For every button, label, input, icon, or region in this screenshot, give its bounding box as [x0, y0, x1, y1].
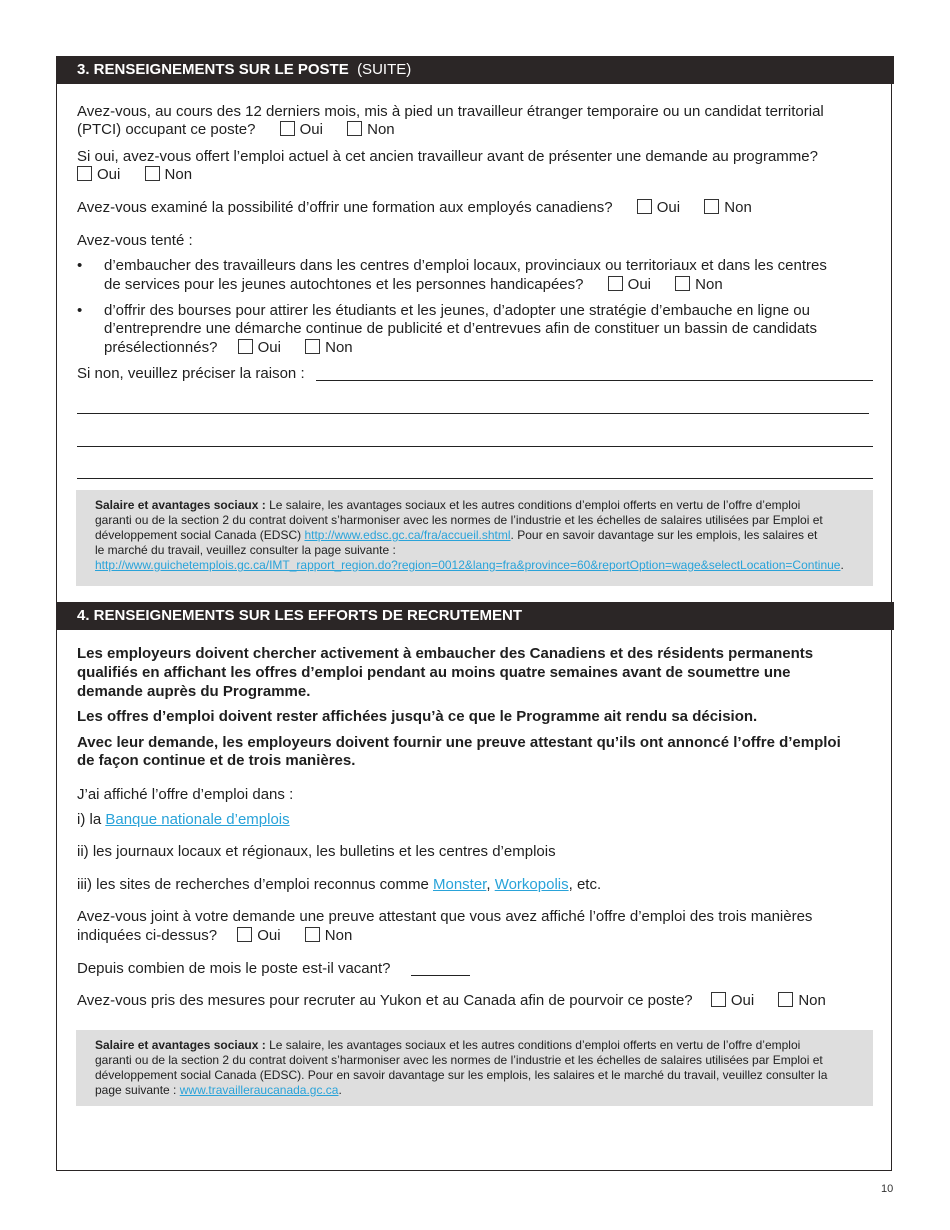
- b2-yes-option[interactable]: [236, 339, 281, 358]
- b2-no-option[interactable]: [303, 339, 353, 358]
- section-3-suffix: (SUITE): [357, 61, 412, 78]
- q3-no-checkbox[interactable]: [704, 199, 719, 214]
- reason-input-line-2[interactable]: [77, 413, 869, 414]
- q3-row: [77, 199, 752, 218]
- b2-text-line2: d’entreprendre une démarche continue de publicité et d’entrevues afin de constituer un bassin de candidats: [104, 320, 817, 337]
- b2-text-line1: d’offrir des bourses pour attirer les étudiants et les jeunes, d’adopter une stratégie d’embauche en ligne ou: [104, 302, 810, 319]
- q3-yes-option[interactable]: [635, 199, 680, 218]
- salary-note-2: [76, 1030, 873, 1106]
- note-2-line4-pre: page suivante :: [95, 1083, 180, 1097]
- note-2-link-post: .: [338, 1083, 342, 1097]
- section-3-header: [56, 56, 894, 84]
- q7-no-label: Non: [798, 992, 826, 1009]
- banque-emplois-link[interactable]: Banque nationale d’emplois: [105, 811, 290, 828]
- note-1-line3-post: . Pour en savoir davantage sur les emplois, les salaires et: [510, 528, 818, 542]
- q5-text-line2: indiquées ci-dessus?: [77, 927, 218, 944]
- section-3-title: 3. RENSEIGNEMENTS SUR LE POSTE: [77, 61, 349, 78]
- months-vacant-input-line[interactable]: [411, 975, 470, 976]
- item-i: [77, 811, 290, 830]
- monster-link[interactable]: Monster: [432, 876, 487, 893]
- q2-text: Si oui, avez-vous offert l’emploi actuel à cet ancien travailleur avant de présenter une demande au programme?: [77, 148, 818, 165]
- item-iii: [77, 876, 601, 895]
- b1-yes-checkbox[interactable]: [608, 276, 623, 291]
- reason-input-line-4[interactable]: [77, 478, 873, 479]
- q7-no-checkbox[interactable]: [778, 992, 793, 1007]
- q1-no-option[interactable]: [345, 121, 395, 140]
- q7-row: [77, 992, 826, 1011]
- q1-row: [77, 121, 395, 140]
- q3-no-option[interactable]: [702, 199, 752, 218]
- b1-row: [104, 276, 723, 295]
- b2-yes-label: Oui: [257, 339, 281, 356]
- note-1-link2-post: .: [840, 558, 844, 572]
- b1-yes-option[interactable]: [606, 276, 651, 295]
- note-2-line3: développement social Canada (EDSC). Pour en savoir davantage sur les emplois, les salaires et le marché du travail, veuillez consulter la: [95, 1068, 828, 1082]
- q5-no-label: Non: [324, 927, 353, 944]
- b1-no-checkbox[interactable]: [675, 276, 690, 291]
- q2-yes-label: Oui: [97, 166, 121, 183]
- note-2-line2: garanti ou de la section 2 du contrat doivent s’harmoniser avec les normes de l’industrie et les échelles de salaires utilisées par Emploi et: [95, 1053, 823, 1067]
- posted-label: J’ai affiché l’offre d’emploi dans :: [77, 786, 294, 803]
- b1-no-option[interactable]: [673, 276, 723, 295]
- page-number: 10: [881, 1183, 894, 1195]
- item-i-text: i) la: [77, 811, 106, 828]
- q2-no-label: Non: [164, 166, 193, 183]
- b2-no-label: Non: [325, 339, 353, 356]
- reason-input-line-1[interactable]: [316, 380, 873, 381]
- q7-yes-option[interactable]: [709, 992, 754, 1011]
- b1-text-line1: d’embaucher des travailleurs dans les centres d’emploi locaux, provinciaux ou territoriaux et dans les centres: [104, 257, 827, 274]
- bullet-1-mark: •: [77, 257, 83, 274]
- s4-p1-line1: Les employeurs doivent chercher activement à embaucher des Canadiens et des résidents permanents: [77, 645, 814, 662]
- note-1-line3-pre: développement social Canada (EDSC): [95, 528, 305, 542]
- q2-no-option[interactable]: [143, 166, 193, 185]
- q6-text: Depuis combien de mois le poste est-il vacant?: [77, 960, 391, 977]
- note-1-line4: le marché du travail, veuillez consulter la page suivante :: [95, 543, 396, 557]
- q7-yes-checkbox[interactable]: [711, 992, 726, 1007]
- q7-text: Avez-vous pris des mesures pour recruter au Yukon et au Canada afin de pourvoir ce poste?: [77, 992, 693, 1009]
- section-4-title: 4. RENSEIGNEMENTS SUR LES EFFORTS DE RECRUTEMENT: [77, 607, 523, 624]
- b1-yes-label: Oui: [627, 276, 651, 293]
- item-iii-text: iii) les sites de recherches d’emploi reconnus comme: [77, 876, 433, 893]
- edsc-link[interactable]: http://www.edsc.gc.ca/fra/accueil.shtml: [304, 528, 511, 542]
- q5-yes-option[interactable]: [235, 927, 280, 946]
- q2-yes-checkbox[interactable]: [77, 166, 92, 181]
- q5-yes-label: Oui: [257, 927, 281, 944]
- guichetemplois-link[interactable]: http://www.guichetemplois.gc.ca/IMT_rapport_region.do?region=0012&lang=fra&province=60&reportOption=wage&selectLocation=Continue: [95, 558, 841, 572]
- q5-text-line1: Avez-vous joint à votre demande une preuve attestant que vous avez affiché l’offre d’emploi des trois manières: [77, 908, 813, 925]
- q5-row: [77, 927, 352, 946]
- note-2-label: Salaire et avantages sociaux :: [95, 1038, 266, 1052]
- q1-yes-option[interactable]: [278, 121, 323, 140]
- workopolis-link[interactable]: Workopolis: [494, 876, 569, 893]
- q3-yes-checkbox[interactable]: [637, 199, 652, 214]
- q7-no-option[interactable]: [776, 992, 826, 1011]
- q1-no-checkbox[interactable]: [347, 121, 362, 136]
- q1-text-line2: (PTCI) occupant ce poste?: [77, 121, 256, 138]
- reason-input-line-3[interactable]: [77, 446, 873, 447]
- b1-text-line2: de services pour les jeunes autochtones et les personnes handicapées?: [104, 276, 584, 293]
- s4-p2: Les offres d’emploi doivent rester affichées jusqu’à ce que le Programme ait rendu sa décision.: [77, 708, 758, 725]
- q1-yes-checkbox[interactable]: [280, 121, 295, 136]
- q3-no-label: Non: [724, 199, 752, 216]
- b2-no-checkbox[interactable]: [305, 339, 320, 354]
- travailleraucanada-link[interactable]: www.travailleraucanada.gc.ca: [179, 1083, 339, 1097]
- item-ii: ii) les journaux locaux et régionaux, les bulletins et les centres d’emplois: [77, 843, 556, 860]
- q1-text-line1: Avez-vous, au cours des 12 derniers mois, mis à pied un travailleur étranger temporaire ou un candidat territorial: [77, 103, 824, 120]
- bullet-2-mark: •: [77, 302, 83, 319]
- b2-yes-checkbox[interactable]: [238, 339, 253, 354]
- q7-yes-label: Oui: [730, 992, 755, 1009]
- note-1-label: Salaire et avantages sociaux :: [95, 498, 266, 512]
- s4-p3-line1: Avec leur demande, les employeurs doivent fournir une preuve attestant qu’ils ont annoncé l’offre d’emploi: [77, 734, 841, 751]
- q4-text: Avez-vous tenté :: [77, 232, 193, 249]
- reason-label: Si non, veuillez préciser la raison :: [77, 365, 305, 382]
- q5-no-option[interactable]: [303, 927, 353, 946]
- note-1-line2: garanti ou de la section 2 du contrat doivent s’harmoniser avec les normes de l’industrie et les échelles de salaires utilisées par Emploi et: [95, 513, 823, 527]
- item-iii-post: , etc.: [568, 876, 602, 893]
- q3-yes-label: Oui: [656, 199, 681, 216]
- s4-p1-line2: qualifiés en affichant les offres d’emploi pendant au moins quatre semaines avant de soumettre une: [77, 664, 791, 681]
- q2-yes-option[interactable]: [75, 166, 120, 185]
- s4-p1-line3: demande auprès du Programme.: [77, 683, 311, 700]
- q5-yes-checkbox[interactable]: [237, 927, 252, 942]
- q5-no-checkbox[interactable]: [305, 927, 320, 942]
- q2-no-checkbox[interactable]: [145, 166, 160, 181]
- q2-row: [75, 166, 192, 185]
- note-2-line1: Le salaire, les avantages sociaux et les autres conditions d’emploi offerts en vertu de l’offre d’emploi: [265, 1038, 801, 1052]
- b1-no-label: Non: [695, 276, 723, 293]
- salary-note-1: [76, 490, 873, 586]
- q3-text: Avez-vous examiné la possibilité d’offrir une formation aux employés canadiens?: [77, 199, 613, 216]
- b2-row: [104, 339, 353, 358]
- section-4-header: [56, 602, 894, 630]
- item-iii-sep: ,: [486, 876, 495, 893]
- note-1-line1: Le salaire, les avantages sociaux et les autres conditions d’emploi offerts en vertu de l’offre d’emploi: [265, 498, 801, 512]
- s4-p3-line2: de façon continue et de trois manières.: [77, 752, 356, 769]
- b2-text-line3: présélectionnés?: [104, 339, 218, 356]
- q1-yes-label: Oui: [299, 121, 323, 138]
- q1-no-label: Non: [367, 121, 395, 138]
